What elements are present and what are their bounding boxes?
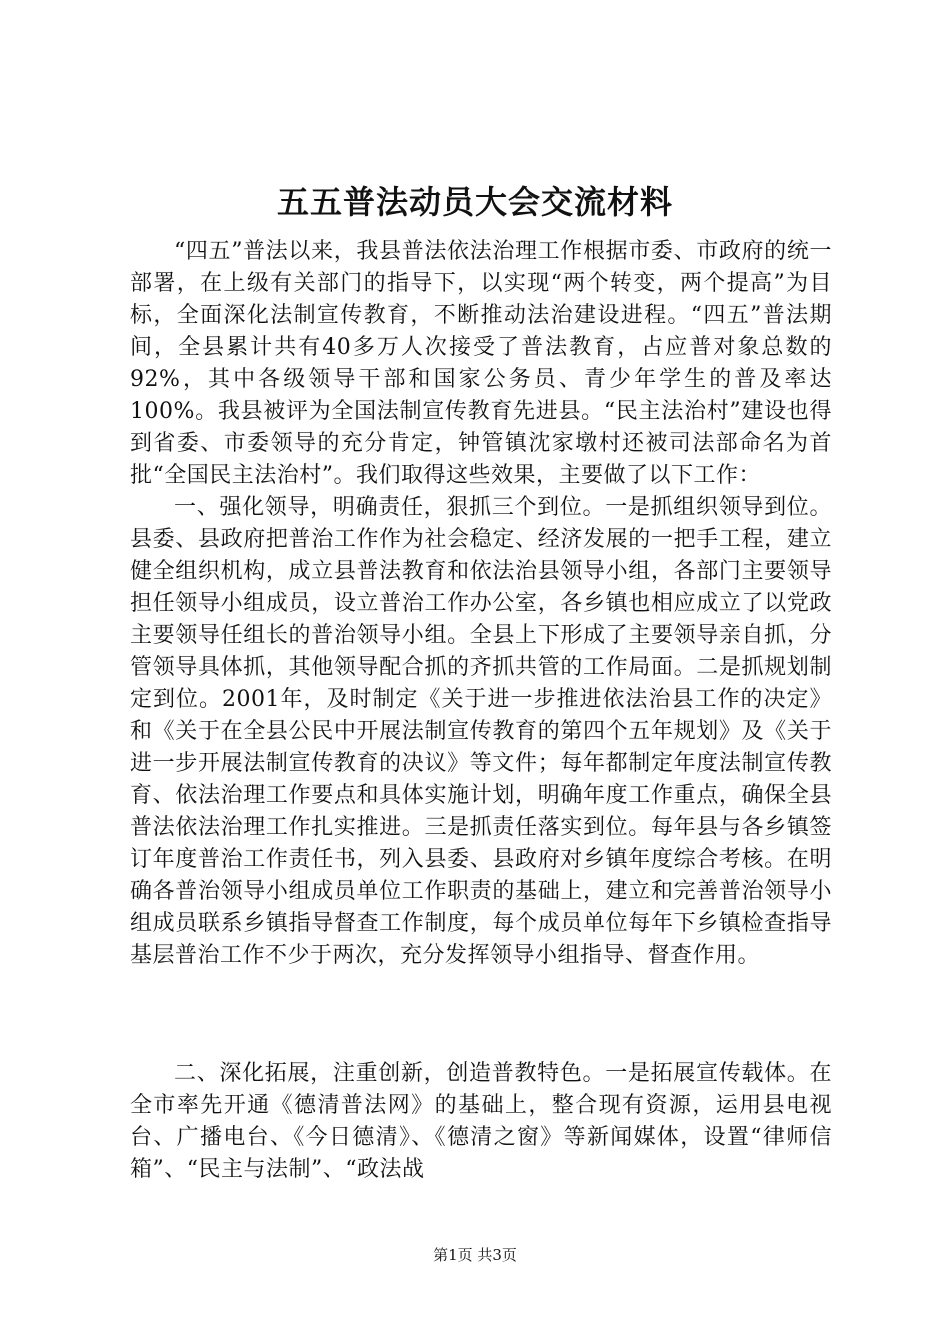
document-title: 五五普法动员大会交流材料 [276,183,673,221]
page-footer: 第1页 共3页 [433,1246,517,1264]
document-body-part-2 [130,1058,832,1186]
section-two-paragraph: 二、深化拓展，注重创新，创造普教特色。一是拓展宣传载体。在全市率先开通《德清普法网》的基础上，整合现有资源，运用县电视台、广播电台、《今日德清》、《德清之窗》等新闻媒体，设置“律师信箱”、“民主与法制”、“政法战 [130,1061,832,1182]
document-body-part-1 [130,236,832,972]
intro-paragraph: “四五”普法以来，我县普法依法治理工作根据市委、市政府的统一部署，在上级有关部门的指导下，以实现“两个转变，两个提高”为目标，全面深化法制宣传教育，不断推动法治建设进程。“四五”普法期间，全县累计共有40多万人次接受了普法教育，占应普对象总数的92%，其中各级领导干部和国家公务员、青少年学生的普及率达100%。我县被评为全国法制宣传教育先进县。“民主法治村”建设也得到省委、市委领导的充分肯定，钟管镇沈家墩村还被司法部命名为首批“全国民主法治村”。我们取得这些效果，主要做了以下工作： [130,239,832,488]
section-one-paragraph: 一、强化领导，明确责任，狠抓三个到位。一是抓组织领导到位。县委、县政府把普治工作作为社会稳定、经济发展的一把手工程，建立健全组织机构，成立县普法教育和依法治县领导小组，各部门主要领导担任领导小组成员，设立普治工作办公室，各乡镇也相应成立了以党政主要领导任组长的普治领导小组。全县上下形成了主要领导亲自抓，分管领导具体抓，其他领导配合抓的齐抓共管的工作局面。二是抓规划制定到位。2001年，及时制定《关于进一步推进依法治县工作的决定》和《关于在全县公民中开展法制宣传教育的第四个五年规划》及《关于进一步开展法制宣传教育的决议》等文件；每年都制定年度法制宣传教育、依法治理工作要点和具体实施计划，明确年度工作重点，确保全县普法依法治理工作扎实推进。三是抓责任落实到位。每年县与各乡镇签订年度普治工作责任书，列入县委、县政府对乡镇年度综合考核。在明确各普治领导小组成员单位工作职责的基础上，建立和完善普治领导小组成员联系乡镇指导督查工作制度，每个成员单位每年下乡镇检查指导基层普治工作不少于两次，充分发挥领导小组指导、督查作用。 [130,495,832,968]
